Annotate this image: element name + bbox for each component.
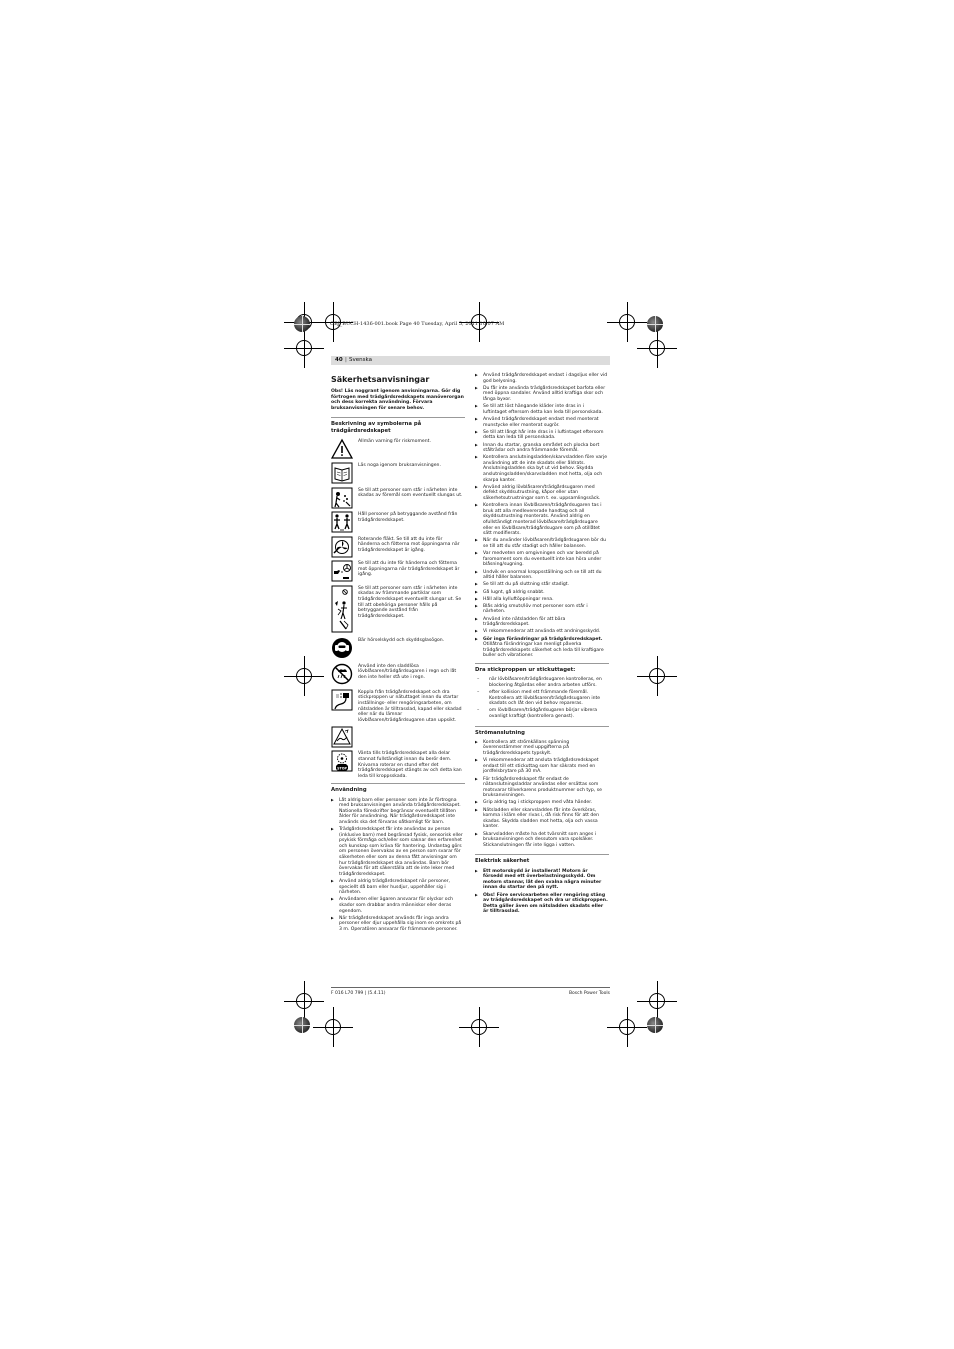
page-footer: [331, 991, 610, 996]
header-separator: |: [345, 357, 347, 363]
symbol-row: [331, 438, 465, 460]
electric-section: [475, 854, 609, 915]
list-item: ▶ Låt aldrig barn eller personer som inte är förtrogna med bruksanvisningen använda trädgårdsredskapet. Nationella föreskrifter begränsar eventuellt tillåten ålder för användning. När trädgårdsredskapet inte används ska det förvaras oåtkomligt för barn.: [331, 798, 465, 826]
symbol-row: [331, 560, 465, 582]
list-item: ▶ Trädgårdsredskapet får inte användas av person (inklusive barn) med begränsad fysisk, sensorisk eller psykisk förmåga och/eller som saknar den erfarenhet och kunskap som kräva för hantering. Undantag görs om personen övervakas av en person som svarar för säkerheten eller som av denna fått anvisningar om hur trädgårdsredskapet ska användas. Barn bör övervakas för att säkerställa att de inte leker med trädgårdsredskapet.: [331, 827, 465, 877]
symbol-text: Allmän varning för riskmoment.: [358, 438, 431, 444]
registration-mark-icon: [294, 1017, 310, 1033]
list-item: ▶ Använd trädgårdsredskapet endast i dagsljus eller vid god belysning.: [475, 373, 609, 384]
power-heading: Strömanslutning: [475, 729, 525, 736]
symbol-row: [331, 637, 465, 659]
header-language: Svenska: [349, 357, 372, 363]
symbol-row: [331, 750, 465, 779]
page-number: 40: [335, 357, 343, 363]
list-item: ▶ Blås aldrig smuts/löv mot personer som står i närheten.: [475, 604, 609, 615]
list-item: ▶ Undvik en onormal kroppsställning och se till att du alltid håller balansen.: [475, 570, 609, 581]
list-item: – när lövblåsaren/trädgårdsugaren kontrolleras, en blockering åtgärdas eller andra arbeten utförs.: [475, 677, 609, 688]
list-item: ▶ Innan du startar, granska området och plocka bort stålträdar och andra främmande föremål.: [475, 443, 609, 454]
list-item: ▶ Obs! Före servicearbeten eller rengöring stäng av trädgårdsredskapet och dra ur stickproppen. Detta gäller även om nätsladden skadats eller är tilltrasslad.: [475, 893, 609, 915]
symbol-row: [331, 511, 465, 533]
warning-triangle-icon: [331, 438, 353, 460]
list-item: ▶ Vi rekommenderar att använda ett andningsskydd.: [475, 629, 609, 635]
power-section: [475, 726, 609, 849]
page-header: [331, 356, 610, 365]
symbol-row: [331, 689, 465, 724]
keep-distance-icon: [331, 511, 353, 533]
plug-heading: Dra stickproppen ur stickuttaget:: [475, 667, 576, 673]
bold-bullet: Gör inga förändringar på trädgårdsredskapet.: [483, 636, 603, 642]
footer-rule: [331, 987, 610, 988]
unplug-icon: [331, 689, 353, 711]
list-item: ▶ När trädgårdsredskapet används får inga andra personer eller djur uppehålla sig inom en omkrets på 3 m. Operatören ansvarar för främmande personer.: [331, 916, 465, 933]
print-slug: OBJ_BUCH-1436-001.book Page 40 Tuesday, April 5, 2011 10:07 AM: [330, 321, 505, 327]
symbol-row: [331, 462, 465, 484]
damaged-cord-icon: [331, 726, 353, 748]
list-item: ▶ Kontrollera att strömkällans spänning överensstämmer med uppgifterna på trädgårdsredskapets typskylt.: [475, 740, 609, 757]
plug-section: [475, 663, 609, 720]
list-item: ▶ Kontrollera anslutningsladden/skarvsladden före varje användning att de inte skadats eller åldrats. Anslutningsladden ska byt ut vid behov. Skydda anslutningsladden/skarvsladden mot hetta, olja och skarpa kanter.: [475, 455, 609, 483]
symbol-text: Vänta tills trädgårdsredskapet alla delar stannat fullständigt innan du berör dem. Knivarna roterar en stund efter det trädgårdsredskapet stängts av och detta kan leda till kroppsskada.: [358, 751, 462, 779]
rotating-fan-icon: [331, 536, 353, 558]
symbol-row: [331, 726, 465, 748]
symbol-text: Läs noga igenom bruksanvisningen.: [358, 463, 441, 469]
crop-mark: [284, 328, 324, 368]
list-item: ▶ När du använder lövblåsaren/trädgårdsugaren bör du se till att du står stadigt och håller balansen.: [475, 538, 609, 549]
list-item: ▶ Se till att långt hår inte dras in i luftintaget eftersom detta kan leda till personskada.: [475, 430, 609, 441]
plug-list: [475, 677, 609, 719]
electric-heading: Elektrisk säkerhet: [475, 858, 530, 865]
footer-brand: Bosch Power Tools: [568, 991, 610, 996]
crop-mark: [637, 656, 677, 696]
symbol-row: [331, 663, 465, 685]
list-item: ▶ Använd inte nätsladden för att bära trädgårdsredskapet.: [475, 617, 609, 628]
list-item: ▶ Kontrollera innan lövblåsaren/trädgårdsugaren tas i bruk att alla medlevererade handtag och all skyddsutrustning monterats. Använd aldrig en ofullständigt monterad lövblåsare/trädgårdsugare eller en lövblåsare/trädgårdsugare som på otillåtet sätt modifierats.: [475, 503, 609, 537]
symbols-heading: Beskrivning av symbolerna på trädgårdsredskapet: [331, 421, 422, 434]
list-item: ▶ Var medveten om omgivningen och var beredd på faromoment som du eventuellt inte kan höra under blåsning/sugning.: [475, 551, 609, 568]
hands-feet-icon: [331, 560, 353, 582]
right-column: [475, 373, 609, 917]
stop-wait-icon: [331, 750, 353, 772]
symbol-row: [331, 585, 465, 633]
symbol-row: [331, 536, 465, 558]
registration-mark-icon: [294, 316, 310, 332]
crop-mark: [284, 656, 324, 696]
symbol-text: Koppla från trädgårdsredskapet och dra stickproppen ur nätuttaget innan du startar inställnings- eller rengöringsarbeten, om nätsladden är tilltrasslad, kapad eller skadad eller när du lämnar lövblåsaren/trädgårdsugaren utan uppsikt.: [358, 689, 462, 723]
symbol-text: [358, 726, 465, 727]
crop-mark: [459, 1007, 499, 1047]
list-item: ▶ Ett motorskydd är installerat! Motorn är försedd med ett överbelastningsskydd. Om motorn stannar, låt den svalna några minuter innan du startar den på nytt.: [475, 869, 609, 891]
page-title: Säkerhetsanvisningar: [331, 375, 430, 384]
safety-list: [475, 373, 609, 659]
list-item: ▶ Se till att du på sluttning står stadigt.: [475, 582, 609, 588]
list-item: ▶ Du får inte använda trädgårdsredskapet barfota eller med öppna sandaler. Använd alltid kraftiga skor och långa byxor.: [475, 386, 609, 403]
intro-text: Obs! Läs noggrant igenom anvisningarna. Gör dig förtrogen med trädgårdsredskapets manöverorgan och dess korrekta användning. Förvara bruksanvisningen för senare behov.: [331, 389, 464, 411]
list-item: ▶ Gå lugnt, gå aldrig snabbt.: [475, 590, 609, 596]
flying-debris-icon: [331, 487, 353, 509]
bystander-debris-icon: [331, 585, 353, 633]
list-item: ▶ Nätsladden eller skarvsladden får inte överköras, komma i kläm eller rivas i, då risk finns för att den skadas. Skydda sladden mot hetta, olja och vassa kanter.: [475, 808, 609, 830]
footer-code: F 016 L70 799 | (5.4.11): [331, 991, 386, 996]
list-item: ▶ Använd trädgårdsredskapet endast med monterat munstycke eller monterat sugrör.: [475, 417, 609, 428]
symbol-text: Se till att du inte för händerna och fötterna mot öppningarna när trädgårdsredskapet är igång.: [358, 561, 460, 578]
ear-eye-protection-icon: [331, 637, 353, 659]
usage-list: [331, 798, 465, 933]
list-item: ▶ Skarvsladden måste ha det tvärsnitt som anges i bruksanvisningen och dessutom vara spolsäker. Stickanslutningen får inte ligga i vatten.: [475, 832, 609, 849]
usage-section: [331, 783, 465, 932]
list-item: ▶ Användaren eller ägaren ansvarar för olyckor och skador som drabbar andra människor eller deras egendom.: [331, 897, 465, 914]
list-item: – efter kollision med ett främmande föremål. Kontrollera att lövblåsaren/trädgårdsugaren inte skadats och låt den vid behov repareras.: [475, 690, 609, 707]
crop-mark: [607, 1007, 647, 1047]
symbol-text: Se till att personer som står i närheten inte skadas av främmande partiklar som trädgårdsredskapet eventuellt slungar ut. Se till att obehöriga personer hålls på betryggande avstånd från trädgårdsredskapet.: [358, 585, 462, 619]
list-item: ▶ För trädgårdsredskapet får endast de nätanslutningsladdar användas eller ersättas som motsvarar tillverkarens produktnummer och typ, se bruksanvisningen.: [475, 777, 609, 799]
symbol-text: Använd inte den sladdlösa lövblåsaren/trädgårdsugaren i regn och låt den inte heller stå ute i regn.: [358, 663, 457, 680]
bold-bullet-tail: Otillåtna förändringar kan menligt påverka trädgårdsredskapets säkerhet och leda till kraftigare buller och vibrationer.: [483, 642, 604, 659]
svg-text:STOP: STOP: [337, 766, 347, 771]
symbols-section: [331, 417, 465, 779]
list-item: [475, 637, 609, 659]
list-item: – om lövblåsaren/trädgårdsugaren börjar vibrera ovanligt kraftigt (kontrollera genast).: [475, 708, 609, 719]
symbol-row: [331, 487, 465, 509]
list-item: ▶ Använd aldrig trädgårdsredskapet när personer, speciellt då barn eller husdjur, uppehåller sig i närheten.: [331, 879, 465, 896]
list-item: ▶ Se till att löst hängande kläder inte dras in i luftintaget eftersom detta kan leda till personskada.: [475, 404, 609, 415]
crop-mark: [313, 1007, 353, 1047]
registration-mark-icon: [647, 316, 663, 332]
list-item: ▶ Använd aldrig lövblåsaren/trädgårdsugaren med defekt skyddsutrustning, kåpor eller utan säkerhetsutrustningar som t. ex. uppsamlingssäck.: [475, 485, 609, 502]
read-manual-icon: [331, 462, 353, 484]
power-list: [475, 740, 609, 849]
symbol-text: Se till att personer som står i närheten inte skadas av föremål som eventuellt slungas ut.: [358, 487, 463, 499]
list-item: ▶ Håll alla kylluftöppningar rena.: [475, 597, 609, 603]
electric-list: [475, 869, 609, 915]
crop-mark: [637, 328, 677, 368]
symbol-text: Håll personer på betryggande avstånd från trädgårdsredskapet.: [358, 512, 458, 523]
symbol-text: Roterande fläkt. Se till att du inte för händerna och fötterna mot öppningarna när trädgårdsredskapet är igång.: [358, 536, 460, 553]
symbol-text: Bär hörselskydd och skyddsglasögon.: [358, 637, 445, 643]
left-column: [331, 373, 465, 934]
usage-heading: Användning: [331, 787, 367, 794]
list-item: ▶ Grip aldrig tag i stickproppen med våta händer.: [475, 800, 609, 806]
list-item: ▶ Vi rekommenderar att ansluta trädgårdsredskapet endast till ett stickuttag som har säkrats med en jordfelsbrytare på 30 mA.: [475, 758, 609, 775]
registration-mark-icon: [647, 1017, 663, 1033]
no-rain-icon: [331, 663, 353, 685]
